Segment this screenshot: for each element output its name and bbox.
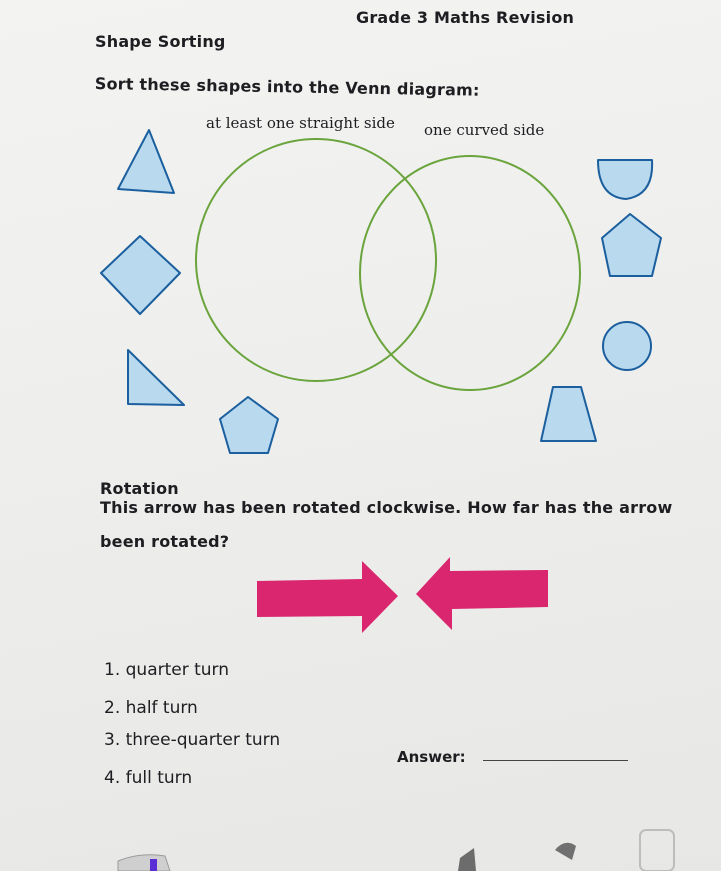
circle-shape[interactable] <box>603 322 651 370</box>
venn-circle-straight-side <box>196 139 436 381</box>
venn-left-label: at least one straight side <box>206 114 395 132</box>
page-title: Grade 3 Maths Revision <box>356 8 575 27</box>
option-full-turn[interactable]: 4. full turn <box>104 768 193 788</box>
venn-diagram <box>196 139 580 390</box>
trapezium-shape[interactable] <box>541 387 596 441</box>
section-heading-shape-sorting: Shape Sorting <box>95 32 226 51</box>
pentagon-shape-right[interactable] <box>602 214 661 276</box>
option-three-quarter-turn[interactable]: 3. three-quarter turn <box>104 730 281 750</box>
rotation-question-line2: been rotated? <box>100 532 230 551</box>
semicircle-shape[interactable] <box>598 160 652 199</box>
option-quarter-turn[interactable]: 1. quarter turn <box>104 660 230 680</box>
diamond-shape[interactable] <box>101 236 180 314</box>
answer-blank-line[interactable] <box>483 760 628 761</box>
sorting-instruction: Sort these shapes into the Venn diagram: <box>94 74 480 100</box>
section-heading-rotation: Rotation <box>100 479 179 498</box>
rotation-arrows <box>257 557 548 633</box>
answer-label: Answer: <box>397 748 466 766</box>
bottom-edge-objects <box>118 830 674 871</box>
arrow-left <box>416 557 548 630</box>
triangle-shape[interactable] <box>118 130 174 193</box>
venn-right-label: one curved side <box>424 121 545 139</box>
rotation-question-line1: This arrow has been rotated clockwise. How far has the arrow <box>100 498 673 517</box>
right-triangle-shape[interactable] <box>128 350 184 405</box>
arrow-right <box>257 561 398 633</box>
option-half-turn[interactable]: 2. half turn <box>104 698 198 718</box>
venn-circle-curved-side <box>360 156 580 390</box>
pentagon-shape[interactable] <box>220 397 278 453</box>
